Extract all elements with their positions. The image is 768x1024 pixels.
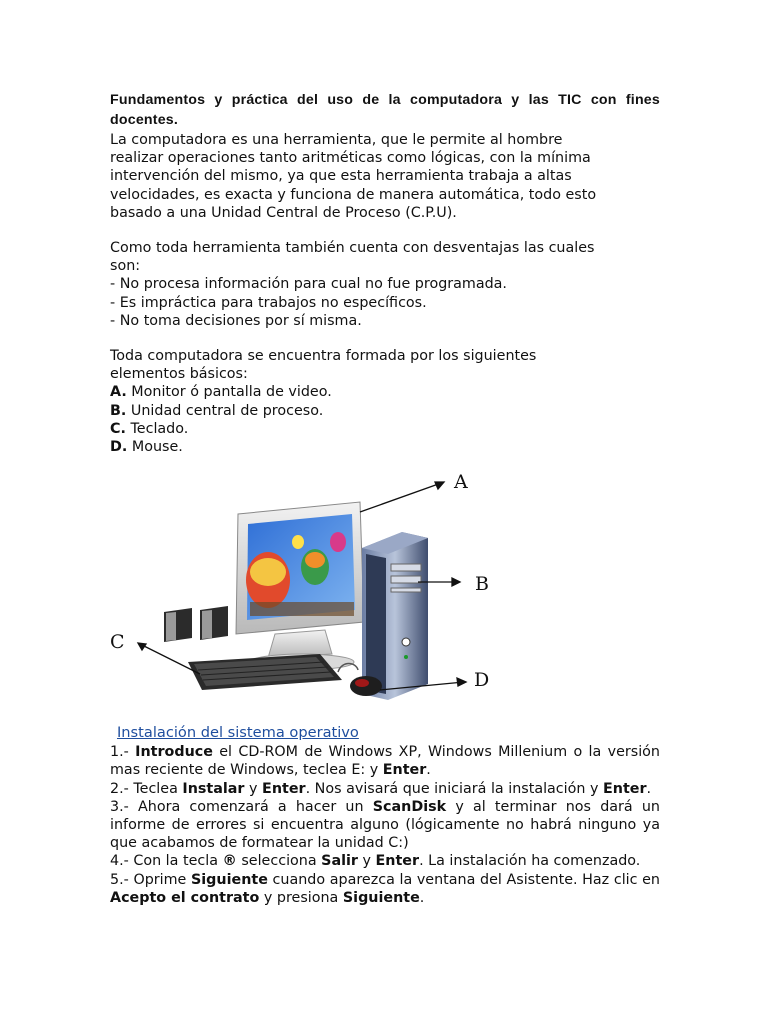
elements-paragraph	[110, 347, 660, 456]
paragraph-gap	[110, 222, 660, 239]
keyboard-icon	[188, 654, 342, 690]
element-letter: B.	[110, 402, 127, 419]
step-text: y	[357, 853, 376, 870]
computer-figure	[110, 462, 660, 724]
disadvantage-item: - No toma decisiones por sí misma.	[110, 312, 362, 329]
element-text: Teclado.	[125, 420, 189, 437]
elements-lead: Toda computadora se encuentra formada por los siguientes	[110, 348, 537, 365]
speakers-icon	[164, 606, 228, 642]
label-d: D	[474, 669, 490, 692]
document-page	[110, 90, 660, 907]
element-item	[110, 402, 660, 420]
step-keyword: ScanDisk	[372, 798, 447, 815]
element-item	[110, 438, 660, 456]
step-text: 3.- Ahora comenzará a hacer un	[110, 798, 373, 815]
step-text: y	[244, 780, 263, 797]
disadvantage-item: - Es impráctica para trabajos no específicos.	[110, 294, 427, 311]
element-item	[110, 383, 660, 401]
intro-line: La computadora es una herramienta, que le permite al hombre	[110, 132, 563, 148]
label-c: C	[110, 631, 125, 654]
element-letter: C.	[110, 420, 126, 437]
element-item	[110, 420, 660, 438]
step-text: . Nos avisará que iniciará la instalación y	[305, 780, 603, 797]
paragraph-gap	[110, 330, 660, 347]
step-keyword: Instalar	[182, 780, 245, 797]
intro-line: realizar operaciones tanto aritméticas como lógicas, con la mínima	[110, 150, 591, 167]
install-step-3	[110, 798, 660, 853]
intro-line: velocidades, es exacta y funciona de manera automática, todo esto	[110, 186, 597, 203]
step-text: 4.- Con la tecla	[110, 853, 223, 870]
disadvantages-paragraph	[110, 239, 660, 330]
step-text: 1.-	[110, 744, 136, 761]
install-heading-link[interactable]: Instalación del sistema operativo	[117, 724, 359, 742]
step-keyword: Enter	[603, 780, 647, 797]
disadvantages-lead: Como toda herramienta también cuenta con desventajas las cuales	[110, 240, 595, 257]
disadvantage-item: - No procesa información para cual no fue programada.	[110, 276, 507, 293]
step-keyword: Salir	[321, 853, 358, 870]
element-letter: D.	[110, 439, 128, 456]
document-title: Fundamentos y práctica del uso de la computadora y las TIC con fines docentes.	[110, 92, 660, 128]
install-step-1	[110, 743, 660, 779]
step-text: .	[419, 889, 425, 906]
step-keyword: Enter	[375, 853, 420, 870]
install-step-2	[110, 780, 660, 798]
step-keyword: Siguiente	[190, 871, 268, 888]
step-keyword: Enter	[382, 762, 427, 779]
step-keyword: Introduce	[135, 744, 213, 761]
cpu-tower-icon	[362, 532, 428, 700]
step-text: .	[426, 762, 431, 779]
step-text: .	[646, 780, 652, 797]
step-text: 2.- Teclea	[110, 780, 183, 797]
element-text: Mouse.	[127, 439, 183, 456]
step-keyword: Enter	[262, 780, 306, 797]
intro-paragraph	[110, 131, 660, 222]
monitor-icon	[236, 502, 364, 670]
step-keyword: Acepto el contrato	[110, 889, 260, 906]
intro-line: basado a una Unidad Central de Proceso (C.P.U).	[110, 204, 457, 221]
step-text: el CD-ROM de Windows XP, Windows Millenium o la versión mas reciente de Windows, teclea E: y	[110, 744, 660, 779]
label-b: B	[475, 573, 489, 596]
elements-lead: elementos básicos:	[110, 366, 248, 383]
step-text: y presiona	[259, 889, 343, 906]
element-letter: A.	[110, 384, 127, 401]
step-text: cuando aparezca la ventana del Asistente. Haz clic en	[267, 871, 660, 888]
step-keyword: ®	[222, 853, 237, 870]
computer-illustration	[110, 462, 660, 724]
disadvantages-lead: son:	[110, 258, 141, 275]
element-text: Monitor ó pantalla de video.	[126, 384, 332, 401]
install-step-4	[110, 852, 660, 870]
label-a: A	[454, 471, 468, 494]
step-text: . La instalación ha comenzado.	[419, 853, 641, 870]
intro-line: intervención del mismo, ya que esta herramienta trabaja a altas	[110, 168, 572, 185]
step-text: selecciona	[236, 853, 322, 870]
step-text: 5.- Oprime	[110, 871, 191, 888]
element-text: Unidad central de proceso.	[126, 402, 324, 419]
install-step-5	[110, 871, 660, 907]
step-text: y al terminar nos dará un informe de errores si encuentra alguno (lógicamente no habrá ninguno ya que acabamos de formatear la unidad C:)	[110, 798, 660, 852]
step-keyword: Siguiente	[342, 889, 420, 906]
